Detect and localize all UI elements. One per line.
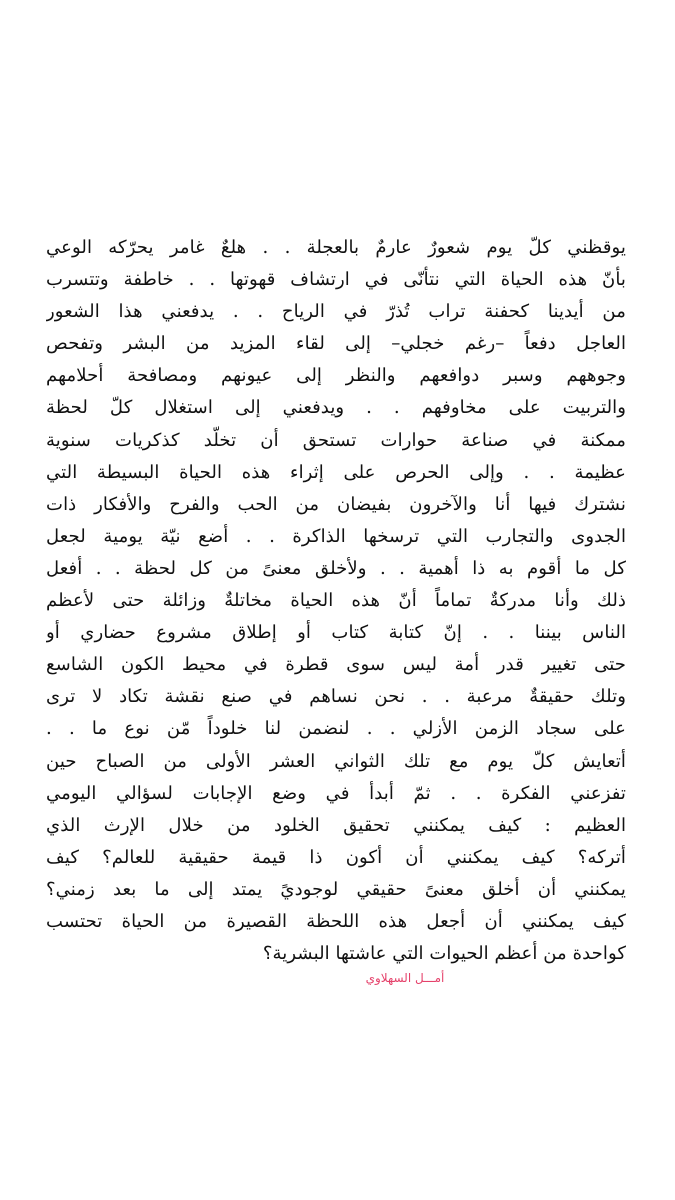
text-line: من أيدينا كحفنة تراب تُذرّ في الرياح . . يدفعني هذا الشعور xyxy=(46,301,626,323)
text-line: كل ما أقوم به ذا أهمية . . ولأخلق معنىً من كل لحظة . . أفعل xyxy=(46,557,626,579)
author-signature: أمـــل السهلاوي xyxy=(365,971,445,985)
text-line: الناس بيننا . . إنّ كتابة كتاب أو إطلاق مشروع حضاري أو xyxy=(46,622,626,644)
text-line: وجوههم وسبر دوافعهم والنظر إلى عيونهم ومصافحة أحلامهم xyxy=(46,365,626,387)
text-line: تفزعني الفكرة . . ثمّ أبدأ في وضع الإجابات لسؤالي اليومي xyxy=(46,782,626,804)
text-line: بأنّ هذه الحياة التي نتأنّى في ارتشاف قهوتها . . خاطفة وتتسرب xyxy=(46,269,626,291)
text-line: ممكنة في صناعة حوارات تستحق أن تخلّد كذكريات سنوية xyxy=(46,429,626,451)
text-line: عظيمة . . وإلى الحرص على إثراء هذه الحياة البسيطة التي xyxy=(46,461,626,483)
text-line: أتعايش كلّ يوم مع تلك الثواني العشر الأولى من الصباح حين xyxy=(46,750,626,772)
text-line: يمكنني أن أخلق معنىً حقيقي لوجوديً يمتد إلى ما بعد زمني؟ xyxy=(46,878,626,900)
text-line: على سجاد الزمن الأزلي . . لنضمن لنا خلوداً مّن نوع ما . . xyxy=(46,718,626,740)
text-line: العظيم : كيف يمكنني تحقيق الخلود من خلال الإرث الذي xyxy=(46,814,626,836)
text-line: وتلك حقيقةٌ مرعبة . . نحن نساهم في صنع نقشة تكاد لا ترى xyxy=(46,686,626,708)
text-line: والتربيت على مخاوفهم . . ويدفعني إلى استغلال كلّ لحظة xyxy=(46,397,626,419)
essay-text xyxy=(46,232,626,970)
text-line: كواحدة من أعظم الحيوات التي عاشتها البشرية؟ xyxy=(262,943,626,965)
text-line: حتى تغيير قدر أمة ليس سوى قطرة في محيط الكون الشاسع xyxy=(46,654,626,676)
text-line: نشترك فيها أنا والآخرون بفيضان من الحب والفرح والأفكار ذات xyxy=(46,493,626,515)
text-line: ذلك وأنا مدركةٌ تماماً أنّ هذه الحياة مخاتلةٌ وزائلة حتى لأعظم xyxy=(46,590,626,612)
text-line: العاجل دفعاً –رغم خجلي– إلى لقاء المزيد من البشر وتفحص xyxy=(46,333,626,355)
text-line: أتركه؟ كيف يمكنني أن أكون ذا قيمة حقيقية للعالم؟ كيف xyxy=(46,846,626,868)
text-line: يوقظني كلّ يوم شعورٌ عارمٌ بالعجلة . . هلعٌ غامر يحرّكه الوعي xyxy=(46,237,626,258)
text-line: الجدوى والتجارب التي ترسخها الذاكرة . . أضع نيّة يومية لجعل xyxy=(46,525,626,547)
text-line: كيف يمكنني أن أجعل هذه اللحظة القصيرة من الحياة تحتسب xyxy=(46,910,626,932)
